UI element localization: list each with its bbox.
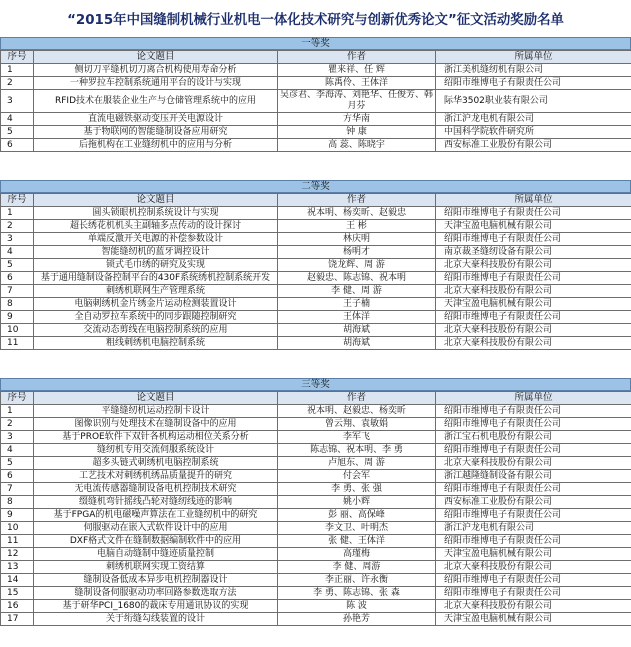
table-row [1, 405, 631, 418]
table-row [1, 259, 631, 272]
author-names: 胡海斌 [278, 324, 436, 337]
paper-title: 一种罗拉车控制系统通用平台的设计与实现 [34, 77, 278, 90]
header-no: 序号 [1, 392, 34, 405]
table-row [1, 418, 631, 431]
table-row [1, 496, 631, 509]
table-header-row [1, 51, 631, 64]
row-number: 2 [1, 77, 34, 90]
row-number: 6 [1, 139, 34, 152]
table-row [1, 298, 631, 311]
author-names: 钟 康 [278, 126, 436, 139]
row-number: 17 [1, 613, 34, 626]
paper-title: 基于通用缝制设备控制平台的430F系统绣机控制系统开发 [34, 272, 278, 285]
header-no: 序号 [1, 51, 34, 64]
affiliation: 绍阳市维博电子有限责任公司 [436, 311, 631, 324]
table-row [1, 574, 631, 587]
affiliation: 绍阳市维博电子有限责任公司 [436, 272, 631, 285]
paper-title: 电脑自动缝制中缝迹质量控制 [34, 548, 278, 561]
author-names: 方华南 [278, 113, 436, 126]
paper-title: 刺绣机联网实现工资结算 [34, 561, 278, 574]
affiliation: 北京大豪科技股份有限公司 [436, 285, 631, 298]
paper-title: 基于研华PCI_1680的裁床专用通讯协议的实现 [34, 600, 278, 613]
table-row [1, 548, 631, 561]
author-names: 李正丽、许永衡 [278, 574, 436, 587]
author-names: 瞿来祥、任 辉 [278, 64, 436, 77]
row-number: 16 [1, 600, 34, 613]
author-names: 祝本明、赵毅忠、杨奕昕 [278, 405, 436, 418]
table-row [1, 483, 631, 496]
row-number: 11 [1, 337, 34, 350]
section-band-first-prize: 一等奖 [0, 37, 631, 50]
table-row [1, 207, 631, 220]
row-number: 4 [1, 113, 34, 126]
second-prize-section [0, 180, 631, 350]
author-names: 李 健、周 游 [278, 285, 436, 298]
header-no: 序号 [1, 194, 34, 207]
author-names: 孙艳芳 [278, 613, 436, 626]
header-title: 论文题目 [34, 194, 278, 207]
table-row [1, 522, 631, 535]
author-names: 王体洋 [278, 311, 436, 324]
affiliation: 绍阳市维博电子有限责任公司 [436, 444, 631, 457]
affiliation: 天津宝盈电脑机械有限公司 [436, 613, 631, 626]
table-row [1, 444, 631, 457]
affiliation: 浙江沪龙电机有限公司 [436, 522, 631, 535]
header-unit: 所属单位 [436, 51, 631, 64]
row-number: 10 [1, 522, 34, 535]
table-row [1, 337, 631, 350]
affiliation: 绍阳市维博电子有限责任公司 [436, 509, 631, 522]
author-names: 陈禹伶、王体洋 [278, 77, 436, 90]
affiliation: 际华3502职业装有限公司 [436, 90, 631, 113]
table-header-row [1, 194, 631, 207]
table-row [1, 311, 631, 324]
table-row [1, 285, 631, 298]
table-row [1, 113, 631, 126]
row-number: 1 [1, 405, 34, 418]
paper-title: 锁式毛巾绣的研究及实现 [34, 259, 278, 272]
paper-title: 交流动态剪线在电脑控制系统的应用 [34, 324, 278, 337]
row-number: 10 [1, 324, 34, 337]
row-number: 9 [1, 509, 34, 522]
paper-title: 全自动罗拉车系统中的同步跟随控制研究 [34, 311, 278, 324]
table-row [1, 561, 631, 574]
table-row [1, 233, 631, 246]
paper-title: 无电流传感器缝制设备电机控制技术研究 [34, 483, 278, 496]
affiliation: 北京大豪科技股份有限公司 [436, 457, 631, 470]
row-number: 15 [1, 587, 34, 600]
table-row [1, 77, 631, 90]
paper-title: 智能缝纫机的蓝牙调控设计 [34, 246, 278, 259]
row-number: 8 [1, 496, 34, 509]
paper-title: 平缝缝纫机运动控制卡设计 [34, 405, 278, 418]
paper-title: 后拖机构在工业缝纫机中的应用与分析 [34, 139, 278, 152]
affiliation: 浙江沪龙电机有限公司 [436, 113, 631, 126]
table-row [1, 535, 631, 548]
affiliation: 西安标准工业股份有限公司 [436, 139, 631, 152]
author-names: 王子楠 [278, 298, 436, 311]
paper-title: 刺绣机联网生产管理系统 [34, 285, 278, 298]
author-names: 曾云翔、袁敏娟 [278, 418, 436, 431]
paper-title: 直流电磁铁驱动变压开关电源设计 [34, 113, 278, 126]
paper-title: 侧切刀平缝机切刀离合机构使用寿命分析 [34, 64, 278, 77]
table-row [1, 457, 631, 470]
affiliation: 绍阳市维博电子有限责任公司 [436, 483, 631, 496]
author-names: 高 蕊、陈晓宇 [278, 139, 436, 152]
third-prize-section [0, 378, 631, 626]
first-prize-section [0, 37, 631, 152]
affiliation: 绍阳市维博电子有限责任公司 [436, 535, 631, 548]
table-row [1, 600, 631, 613]
author-names: 陈志锦、祝本明、李 勇 [278, 444, 436, 457]
affiliation: 绍阳市维博电子有限责任公司 [436, 233, 631, 246]
row-number: 3 [1, 431, 34, 444]
author-names: 付会军 [278, 470, 436, 483]
row-number: 2 [1, 220, 34, 233]
affiliation: 北京大豪科技股份有限公司 [436, 337, 631, 350]
author-names: 张 健、王体洋 [278, 535, 436, 548]
row-number: 13 [1, 561, 34, 574]
table-row [1, 126, 631, 139]
author-names: 饶龙辉、周 游 [278, 259, 436, 272]
paper-title: 图像识别与处理技术在缝制设备中的应用 [34, 418, 278, 431]
paper-title: 基于PROE软件下双针各机构运动相位关系分析 [34, 431, 278, 444]
paper-title: 粗线刺绣机电脑控制系统 [34, 337, 278, 350]
table-row [1, 587, 631, 600]
row-number: 11 [1, 535, 34, 548]
table-row [1, 220, 631, 233]
affiliation: 西安标准工业股份有限公司 [436, 496, 631, 509]
section-band-third-prize: 三等奖 [0, 378, 631, 391]
section-band-second-prize: 二等奖 [0, 180, 631, 193]
affiliation: 北京大豪科技股份有限公司 [436, 600, 631, 613]
affiliation: 南京裁圣缝纫设备有限公司 [436, 246, 631, 259]
header-title: 论文题目 [34, 392, 278, 405]
paper-title: 缝制设备低成本异步电机控制器设计 [34, 574, 278, 587]
author-names: 卢旭东、周 游 [278, 457, 436, 470]
header-unit: 所属单位 [436, 194, 631, 207]
row-number: 6 [1, 272, 34, 285]
author-names: 高瑾梅 [278, 548, 436, 561]
author-names: 彭 丽、高保峰 [278, 509, 436, 522]
table-row [1, 90, 631, 113]
row-number: 2 [1, 418, 34, 431]
row-number: 7 [1, 285, 34, 298]
affiliation: 浙江越隆缝制设备有限公司 [436, 470, 631, 483]
author-names: 姚小辉 [278, 496, 436, 509]
affiliation: 绍阳市维博电子有限责任公司 [436, 587, 631, 600]
page-title: “2015年中国缝制机械行业机电一体化技术研究与创新优秀论文”征文活动奖励名单 [67, 13, 564, 28]
author-names: 杨明才 [278, 246, 436, 259]
row-number: 3 [1, 233, 34, 246]
row-number: 14 [1, 574, 34, 587]
affiliation: 天津宝盈电脑机械有限公司 [436, 220, 631, 233]
paper-title: DXF格式文件在缝制数据编制软件中的应用 [34, 535, 278, 548]
author-names: 吴彦君、李海涛、刘艳华、任俊芳、韩月芬 [278, 90, 436, 113]
header-author: 作者 [278, 51, 436, 64]
author-names: 李 勇、张 强 [278, 483, 436, 496]
paper-title: 超多头链式刺绣机电脑控制系统 [34, 457, 278, 470]
row-number: 4 [1, 246, 34, 259]
paper-title: 单端反激开关电源的补偿参数设计 [34, 233, 278, 246]
author-names: 林庆明 [278, 233, 436, 246]
row-number: 6 [1, 470, 34, 483]
table-row [1, 509, 631, 522]
paper-title: 伺服驱动在嵌入式软件设计中的应用 [34, 522, 278, 535]
paper-title: 工艺技术对刺绣机绣品质量提升的研究 [34, 470, 278, 483]
row-number: 1 [1, 207, 34, 220]
author-names: 陈 波 [278, 600, 436, 613]
affiliation: 北京大豪科技股份有限公司 [436, 259, 631, 272]
author-names: 王 彬 [278, 220, 436, 233]
third-prize-table [0, 391, 631, 626]
affiliation: 浙江宝石机电股份有限公司 [436, 431, 631, 444]
table-row [1, 64, 631, 77]
affiliation: 中国科学院软件研究所 [436, 126, 631, 139]
table-row [1, 324, 631, 337]
table-row [1, 246, 631, 259]
author-names: 胡海斌 [278, 337, 436, 350]
affiliation: 绍阳市维博电子有限责任公司 [436, 405, 631, 418]
affiliation: 绍阳市维博电子有限责任公司 [436, 77, 631, 90]
row-number: 5 [1, 259, 34, 272]
paper-title: 超长绣花机机头主副轴多点传动的设计探讨 [34, 220, 278, 233]
affiliation: 北京大豪科技股份有限公司 [436, 561, 631, 574]
row-number: 5 [1, 126, 34, 139]
author-names: 赵毅忠、陈志锦、祝本明 [278, 272, 436, 285]
row-number: 9 [1, 311, 34, 324]
paper-title: 缀缝机弯针摇线凸轮对缝纫线迹的影响 [34, 496, 278, 509]
row-number: 7 [1, 483, 34, 496]
row-number: 4 [1, 444, 34, 457]
table-row [1, 272, 631, 285]
table-row [1, 139, 631, 152]
affiliation: 天津宝盈电脑机械有限公司 [436, 548, 631, 561]
row-number: 8 [1, 298, 34, 311]
paper-title: 基于物联网的智能缝制设备应用研究 [34, 126, 278, 139]
paper-title: 基于FPGA的机电磁噪声算法在工业缝纫机中的研究 [34, 509, 278, 522]
first-prize-table [0, 50, 631, 152]
header-unit: 所属单位 [436, 392, 631, 405]
row-number: 12 [1, 548, 34, 561]
row-number: 5 [1, 457, 34, 470]
table-header-row [1, 392, 631, 405]
paper-title: 缝纫机专用交流伺服系统设计 [34, 444, 278, 457]
paper-title: 关于绗缝勾线装置的设计 [34, 613, 278, 626]
paper-title: 电脑刺绣机金片绣金片运动检测装置设计 [34, 298, 278, 311]
table-row [1, 431, 631, 444]
affiliation: 天津宝盈电脑机械有限公司 [436, 298, 631, 311]
table-row [1, 470, 631, 483]
second-prize-table [0, 193, 631, 350]
paper-title: 圆头锁眼机控制系统设计与实现 [34, 207, 278, 220]
header-title: 论文题目 [34, 51, 278, 64]
affiliation: 绍阳市维博电子有限责任公司 [436, 207, 631, 220]
author-names: 李文卫、叶明杰 [278, 522, 436, 535]
affiliation: 浙江美机缝纫机有限公司 [436, 64, 631, 77]
author-names: 祝本明、杨奕昕、赵毅忠 [278, 207, 436, 220]
table-row [1, 613, 631, 626]
author-names: 李军飞 [278, 431, 436, 444]
author-names: 李 勇、陈志锦、张 森 [278, 587, 436, 600]
author-names: 李 健、周游 [278, 561, 436, 574]
paper-title: 缝制设备伺服驱动功率回路参数选取方法 [34, 587, 278, 600]
row-number: 1 [1, 64, 34, 77]
affiliation: 北京大豪科技股份有限公司 [436, 324, 631, 337]
paper-title: RFID技术在服装企业生产与仓储管理系统中的应用 [34, 90, 278, 113]
affiliation: 绍阳市维博电子有限责任公司 [436, 574, 631, 587]
affiliation: 绍阳市维博电子有限责任公司 [436, 418, 631, 431]
header-author: 作者 [278, 194, 436, 207]
row-number: 3 [1, 90, 34, 113]
header-author: 作者 [278, 392, 436, 405]
